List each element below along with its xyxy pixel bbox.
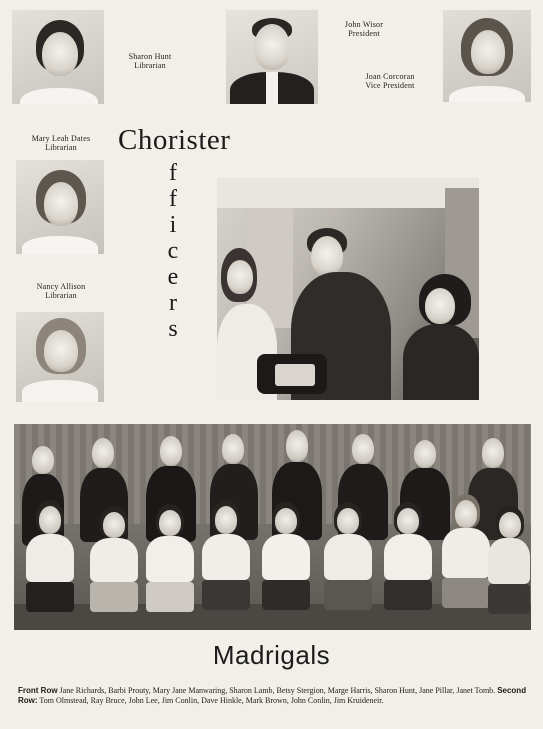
front-row-label: Front Row xyxy=(18,686,58,695)
officer-role: Librarian xyxy=(134,61,166,70)
officer-name: Mary Leah Dates xyxy=(31,134,91,143)
group-roster xyxy=(18,686,532,706)
heading-letter: f xyxy=(169,186,177,212)
portrait-sharon-hunt xyxy=(12,10,104,104)
heading-letter: c xyxy=(167,238,179,264)
second-row-names: Tom Olmstead, Ray Bruce, John Lee, Jim Conlin, Dave Hinkle, Mark Brown, John Conlin, Jim Kruideneir. xyxy=(39,696,384,705)
caption-sharon-hunt xyxy=(110,52,190,70)
officer-name: Nancy Allison xyxy=(36,282,86,291)
heading-letter: f xyxy=(169,160,177,186)
caption-mary-leah-dates xyxy=(16,134,106,152)
portrait-mary-leah-dates xyxy=(16,160,104,254)
officer-role: Librarian xyxy=(45,143,77,152)
caption-joan-corcoran xyxy=(352,72,428,90)
officer-role: Vice President xyxy=(365,81,415,90)
second-row-label: Second Row: xyxy=(18,686,527,705)
caption-nancy-allison xyxy=(16,282,106,300)
officer-name: Sharon Hunt xyxy=(128,52,172,61)
caption-john-wisor xyxy=(326,20,402,38)
heading-officers-vertical xyxy=(160,160,186,342)
group-title: Madrigals xyxy=(212,640,331,670)
portrait-john-wisor xyxy=(226,10,318,104)
portrait-nancy-allison xyxy=(16,312,104,402)
officer-role: Librarian xyxy=(45,291,77,300)
portrait-joan-corcoran xyxy=(443,10,531,102)
candid-officers-photo xyxy=(217,178,479,400)
heading-letter: r xyxy=(169,290,177,316)
officer-name: Joan Corcoran xyxy=(365,72,415,81)
heading-letter: i xyxy=(169,212,177,238)
front-row-names: Jane Richards, Barbi Prouty, Mary Jane Manwaring, Sharon Lamb, Betsy Stergion, Marge Harris, Sharon Hunt, Jane Pillar, Janet Tomb. xyxy=(59,686,496,695)
officer-role: President xyxy=(348,29,380,38)
heading-letter: e xyxy=(167,264,179,290)
officer-name: John Wisor xyxy=(344,20,384,29)
madrigals-group-photo xyxy=(14,424,531,630)
heading-chorister: Chorister xyxy=(118,124,231,156)
heading-letter: s xyxy=(168,316,178,342)
